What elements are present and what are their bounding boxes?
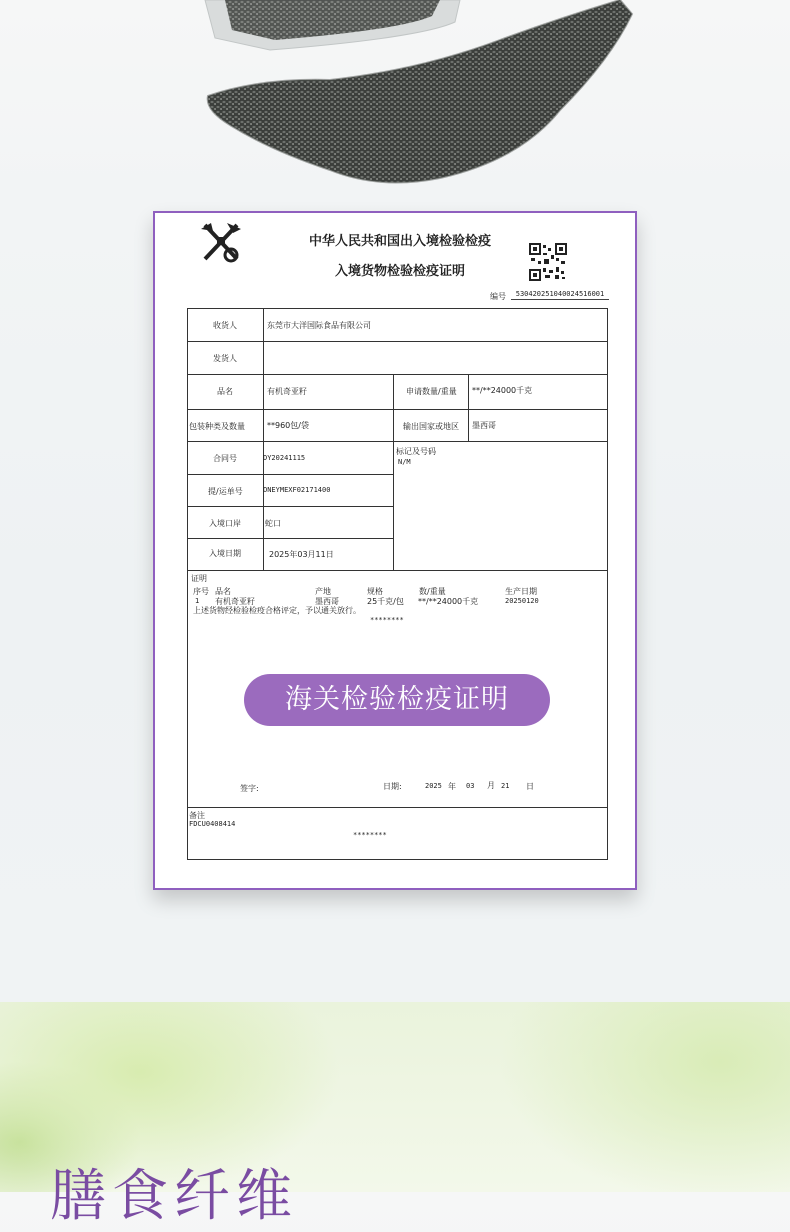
- package-value: **960包/袋: [267, 421, 309, 430]
- proof-row-origin: 墨西哥: [315, 597, 339, 606]
- sign-date-label: 日期:: [383, 782, 402, 791]
- origin-country-value: 墨西哥: [472, 421, 496, 430]
- sign-month: 03: [466, 782, 475, 790]
- sign-month-unit: 月: [487, 781, 495, 790]
- proof-row-spec: 25千克/包: [367, 597, 404, 606]
- bill-value: ONEYMEXF02171400: [263, 486, 331, 494]
- entry-date-label: 入境日期: [209, 549, 241, 558]
- remarks-code: FDCU0408414: [189, 820, 236, 828]
- proof-col-name: 品名: [215, 587, 231, 596]
- sign-year: 2025: [425, 782, 442, 790]
- proof-col-origin: 产地: [315, 587, 331, 596]
- remarks-label: 备注: [189, 811, 205, 820]
- marks-value: N/M: [398, 458, 411, 466]
- customs-certificate-badge: 海关检验检疫证明: [244, 674, 550, 726]
- remarks-stars: ********: [353, 831, 387, 839]
- proof-col-production-date: 生产日期: [505, 587, 537, 596]
- sign-day-unit: 日: [526, 782, 534, 791]
- marks-label: 标记及号码: [396, 447, 436, 456]
- consignor-label: 发货人: [213, 354, 237, 363]
- quantity-value: **/**24000千克: [472, 386, 533, 395]
- certificate-table: [155, 213, 635, 888]
- entry-date-value: 2025年03月11日: [269, 550, 334, 559]
- certificate-number: 530420251040024516001: [511, 290, 609, 300]
- proof-col-spec: 规格: [367, 587, 383, 596]
- proof-stars: ********: [370, 616, 404, 624]
- sign-year-unit: 年: [448, 782, 456, 791]
- proof-row-no: 1: [195, 597, 200, 605]
- proof-col-qty: 数/重量: [419, 587, 446, 596]
- chia-seeds-photo: [0, 0, 790, 200]
- product-value: 有机奇亚籽: [267, 387, 307, 396]
- bill-label: 提/运单号: [208, 487, 243, 496]
- product-label: 品名: [217, 387, 233, 396]
- section-title: 膳食纤维: [50, 1164, 298, 1229]
- proof-row-production-date: 20250120: [505, 597, 539, 605]
- package-label: 包装种类及数量: [189, 422, 245, 431]
- port-value: 蛇口: [265, 519, 281, 528]
- inspection-certificate: [153, 211, 637, 890]
- certificate-title: 中华人民共和国出入境检验检疫: [308, 234, 491, 249]
- consignee-value: 东莞市大洋国际食品有限公司: [267, 321, 371, 330]
- proof-heading: 证明: [191, 574, 207, 583]
- contract-value: DY20241115: [263, 454, 306, 462]
- certificate-number-label: 编号: [490, 292, 506, 301]
- origin-country-label: 输出国家或地区: [403, 422, 459, 431]
- port-label: 入境口岸: [209, 519, 241, 528]
- contract-label: 合同号: [213, 454, 237, 463]
- proof-col-no: 序号: [193, 587, 209, 596]
- proof-row-qty: **/**24000千克: [418, 597, 479, 606]
- certificate-subtitle: 入境货物检验检疫证明: [334, 264, 465, 279]
- proof-statement: 上述货物经检验检疫合格评定，予以通关放行。: [193, 606, 361, 615]
- sign-day: 21: [501, 782, 510, 790]
- quantity-label: 申请数量/重量: [406, 387, 457, 396]
- signature-label: 签字:: [240, 784, 259, 793]
- proof-row-name: 有机奇亚籽: [215, 597, 255, 606]
- consignee-label: 收货人: [213, 321, 237, 330]
- green-banner: [0, 1002, 790, 1229]
